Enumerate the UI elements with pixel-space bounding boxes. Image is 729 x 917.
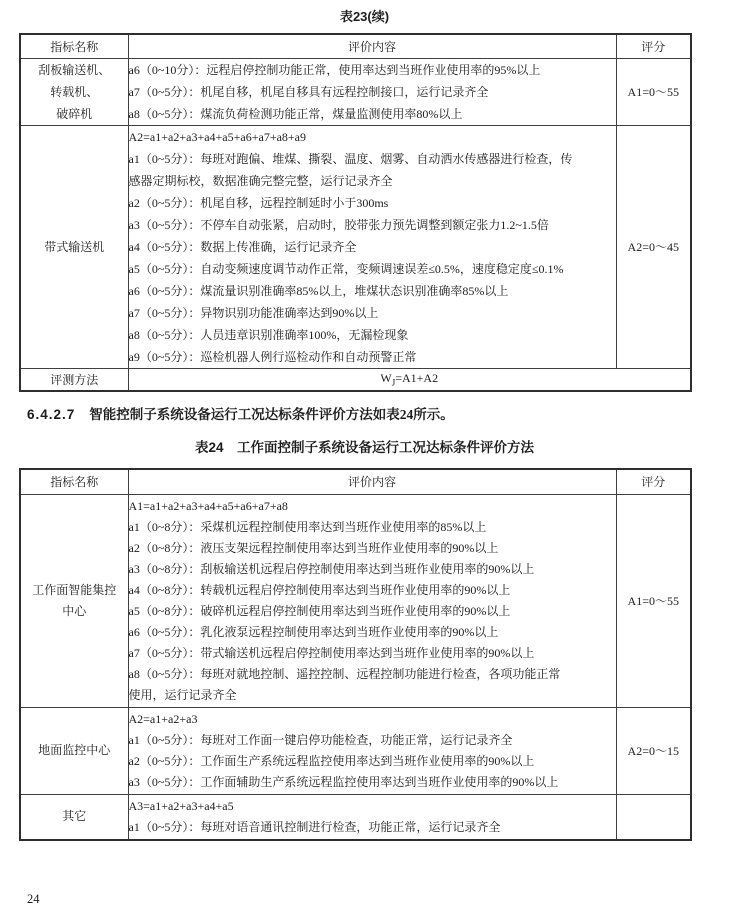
- content-line: a1（0~5分）：每班对跑偏、堆煤、撕裂、温度、烟雾、自动洒水传感器进行检查，传: [128, 151, 573, 166]
- name-line: 地面监控中心: [38, 743, 111, 757]
- table24: [19, 468, 692, 841]
- table23-row2-name: [20, 125, 128, 368]
- name-line: 工作面智能集控: [32, 582, 117, 597]
- content-line: a6（0~10分）：远程启停控制功能正常，使用率达到当班作业使用率的95%以上: [128, 62, 541, 77]
- table24-row2-score: A2=0～15: [616, 707, 691, 794]
- name-line: 带式输送机: [44, 239, 105, 254]
- table-row: [20, 707, 691, 794]
- table24-row1-content: [128, 494, 616, 707]
- content-line: A2=a1+a2+a3+a4+a5+a6+a7+a8+a9: [128, 129, 307, 144]
- content-line: a1（0~5分）：每班对语音通讯控制进行检查，功能正常，运行记录齐全: [128, 819, 501, 834]
- table23-header-name: 指标名称: [20, 34, 128, 58]
- table-row: [20, 125, 691, 368]
- name-line: 刮板输送机、: [38, 62, 111, 77]
- content-line: a9（0~5分）：巡检机器人例行巡检动作和自动预警正常: [128, 349, 417, 364]
- table23-header-score: 评分: [616, 34, 691, 58]
- table24-row1-name: [20, 494, 128, 707]
- table23-row2-content: [128, 125, 616, 368]
- content-line: a1（0~8分）：采煤机远程控制使用率达到当班作业使用率的85%以上: [128, 519, 487, 534]
- table24-header-row: [20, 469, 691, 494]
- formula-base: W: [380, 371, 392, 386]
- table24-row3-score: [616, 794, 691, 840]
- content-line: a3（0~5分）：工作面辅助生产系统远程监控使用率达到当班作业使用率的90%以上: [128, 774, 559, 789]
- page-number: 24: [27, 892, 40, 906]
- table-row: [20, 794, 691, 840]
- table24-header-score: 评分: [616, 469, 691, 494]
- content-line: a8（0~5分）：人员违章识别准确率100%，无漏检现象: [128, 327, 409, 342]
- table24-header-name: 指标名称: [20, 469, 128, 494]
- table-row: [20, 58, 691, 125]
- formula-subscript: J: [391, 377, 396, 388]
- content-line: A3=a1+a2+a3+a4+a5: [128, 798, 234, 813]
- content-line: a7（0~5分）：异物识别功能准确率达到90%以上: [128, 305, 379, 320]
- content-line: a2（0~5分）：工作面生产系统远程监控使用率达到当班作业使用率的90%以上: [128, 753, 535, 768]
- clause-text: 智能控制子系统设备运行工况达标条件评价方法如表24所示。: [89, 407, 454, 422]
- table24-row3-name: [20, 794, 128, 840]
- table24-row2-content: [128, 707, 616, 794]
- content-line: a6（0~5分）：煤流量识别准确率85%以上，堆煤状态识别准确率85%以上: [128, 283, 509, 298]
- table24-header-content: 评价内容: [128, 469, 616, 494]
- content-line: a4（0~5分）：数据上传准确，运行记录齐全: [128, 239, 357, 254]
- name-line: 转载机、: [50, 84, 99, 99]
- content-line: a8（0~5分）：煤流负荷检测功能正常，煤量监测使用率80%以上: [128, 106, 463, 121]
- content-line: a6（0~5分）：乳化液泵远程控制使用率达到当班作业使用率的90%以上: [128, 624, 499, 639]
- table23-header-content: 评价内容: [128, 34, 616, 58]
- content-line: a5（0~8分）：破碎机远程启停控制使用率达到当班作业使用率的90%以上: [128, 603, 511, 618]
- table-row: [20, 494, 691, 707]
- name-line: 其它: [62, 809, 87, 824]
- table23-method-row: [20, 368, 691, 391]
- content-line: a4（0~8分）：转载机远程启停控制使用率达到当班作业使用率的90%以上: [128, 582, 511, 597]
- content-line: 感器定期标校，数据准确完整完整，运行记录齐全: [128, 173, 393, 188]
- table23-title: 表23(续): [339, 9, 390, 24]
- table23-method-formula: [128, 368, 691, 391]
- table23-row2-score: A2=0～45: [616, 125, 691, 368]
- table24-row3-content: [128, 794, 616, 840]
- content-line: a3（0~5分）：不停车自动张紧，启动时，胶带张力预先调整到额定张力1.2~1.5倍: [128, 217, 549, 232]
- content-line: A2=a1+a2+a3: [128, 711, 198, 726]
- clause-6-4-2-7: [27, 403, 717, 423]
- content-line: a5（0~5分）：自动变频速度调节动作正常，变频调速误差≤0.5%，速度稳定度≤0.1%: [128, 261, 564, 276]
- table23: [19, 33, 692, 392]
- name-line: 破碎机: [56, 106, 93, 121]
- content-line: 使用，运行记录齐全: [128, 687, 237, 702]
- content-line: a7（0~5分）：机尾自移，机尾自移具有远程控制接口，运行记录齐全: [128, 84, 489, 99]
- name-line: 中心: [62, 603, 87, 618]
- table23-row1-content: [128, 58, 616, 125]
- table23-method-label: 评测方法: [20, 368, 128, 391]
- content-line: a3（0~8分）：刮板输送机远程启停控制使用率达到当班作业使用率的90%以上: [128, 561, 535, 576]
- table24-row2-name: [20, 707, 128, 794]
- table23-header-row: [20, 34, 691, 58]
- content-line: a2（0~8分）：液压支架远程控制使用率达到当班作业使用率的90%以上: [128, 540, 499, 555]
- clause-number: 6.4.2.7: [27, 407, 76, 422]
- content-line: a7（0~5分）：带式输送机远程启停控制使用率达到当班作业使用率的90%以上: [128, 645, 535, 660]
- content-line: a8（0~5分）：每班对就地控制、遥控控制、远程控制功能进行检查，各项功能正常: [128, 666, 561, 681]
- content-line: a2（0~5分）：机尾自移，远程控制延时小于300ms: [128, 195, 389, 210]
- table24-row1-score: A1=0～55: [616, 494, 691, 707]
- formula-rest: =A1+A2: [395, 371, 439, 386]
- content-line: a1（0~5分）：每班对工作面一键启停功能检查，功能正常，运行记录齐全: [128, 732, 513, 747]
- table23-row1-name: [20, 58, 128, 125]
- content-line: A1=a1+a2+a3+a4+a5+a6+a7+a8: [128, 498, 288, 513]
- table24-title: 表24 工作面控制子系统设备运行工况达标条件评价方法: [194, 440, 534, 455]
- table23-row1-score: A1=0～55: [616, 58, 691, 125]
